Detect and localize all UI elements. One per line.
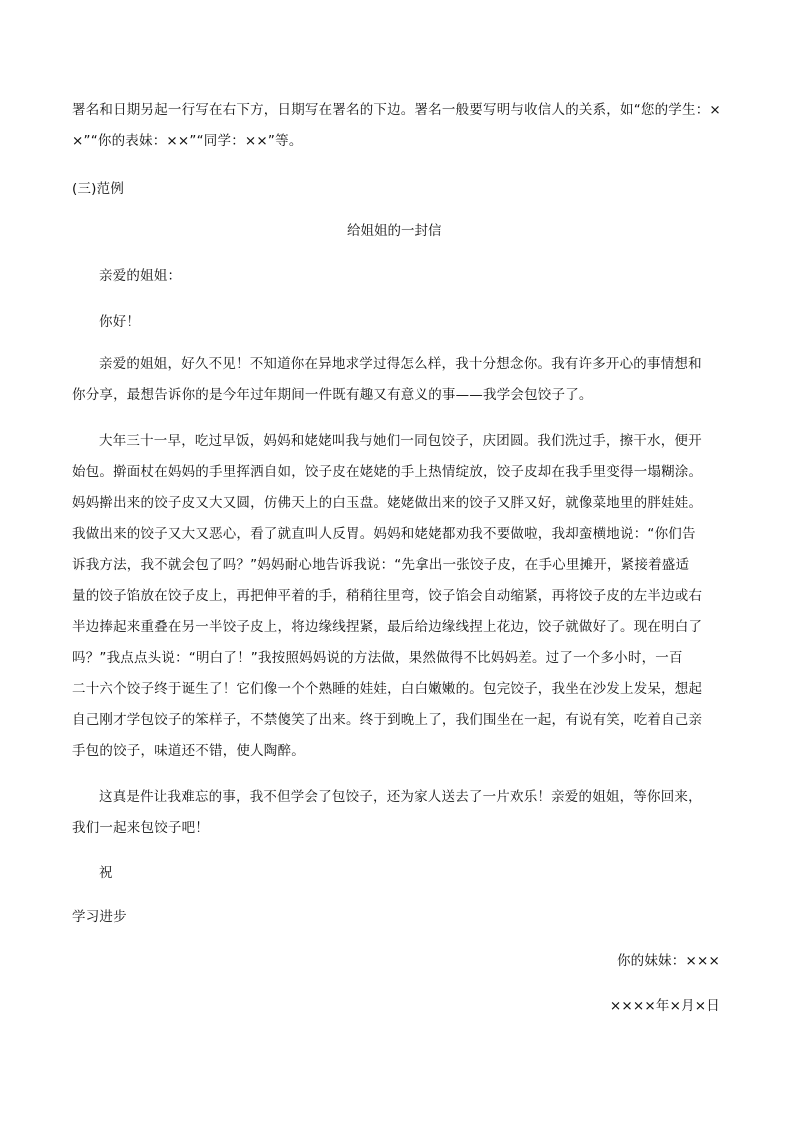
letter-closing-blessing: 学习进步	[72, 909, 127, 925]
para2-line: 手包的饺子，味道还不错，使人陶醉。	[72, 743, 305, 759]
letter-signature: 你的妹妹：×××	[616, 953, 720, 969]
para2-line: 我做出来的饺子又大又恶心，看了就直叫人反胃。妈妈和姥姥都劝我不要做啦，我却蛮横地说：“你们告	[72, 526, 696, 542]
letter-salutation: 亲爱的姐姐：	[99, 268, 182, 284]
letter-title: 给姐姐的一封信	[347, 223, 442, 239]
para3-line: 我们一起来包饺子吧！	[72, 820, 209, 836]
para1-line: 亲爱的姐姐，好久不见！不知道你在异地求学过得怎么样，我十分想念你。我有许多开心的事情想和	[99, 356, 702, 372]
para2-line: 妈妈擀出来的饺子皮又大又圆，仿佛天上的白玉盘。姥姥做出来的饺子又胖又好，就像菜地里的胖娃娃。	[72, 495, 703, 511]
para2-line: 诉我方法，我不就会包了吗？”妈妈耐心地告诉我说：“先拿出一张饺子皮，在手心里摊开，紧接着盛适	[72, 557, 690, 573]
intro-line-1: 署名和日期另起一行写在右下方，日期写在署名的下边。署名一般要写明与收信人的关系，如“您的学生：×	[72, 102, 721, 118]
para3-line: 这真是件让我难忘的事，我不但学会了包饺子，还为家人送去了一片欢乐！亲爱的姐姐，等你回来，	[99, 789, 702, 805]
section-heading: (三)范例	[72, 181, 125, 197]
letter-date: ××××年×月×日	[609, 998, 720, 1014]
intro-line-2: ×”“你的表妹：××”“同学：××”等。	[72, 133, 303, 149]
para1-line: 你分享，最想告诉你的是今年过年期间一件既有趣又有意义的事——我学会包饺子了。	[72, 387, 593, 403]
para2-line: 自己刚才学包饺子的笨样子，不禁傻笑了出来。终于到晚上了，我们围坐在一起，有说有笑，吃着自己亲	[72, 712, 703, 728]
para2-line: 大年三十一早，吃过早饭，妈妈和姥姥叫我与她们一同包饺子，庆团圆。我们洗过手，擦干水，便开	[99, 433, 702, 449]
para2-line: 二十六个饺子终于诞生了！它们像一个个熟睡的娃娃，白白嫩嫩的。包完饺子，我坐在沙发上发呆，想起	[72, 681, 703, 697]
para2-line: 半边捧起来重叠在另一半饺子皮上，将边缘线捏紧，最后给边缘线捏上花边，饺子就做好了。现在明白了	[72, 619, 703, 635]
para2-line: 量的饺子馅放在饺子皮上，再把伸平着的手，稍稍往里弯，饺子馅会自动缩紧，再将饺子皮的左半边或右	[72, 588, 703, 604]
letter-greeting: 你好！	[99, 314, 141, 330]
para2-line: 始包。擀面杖在妈妈的手里挥洒自如，饺子皮在姥姥的手上热情绽放，饺子皮却在我手里变得一塌糊涂。	[72, 464, 703, 480]
letter-closing-wish: 祝	[99, 865, 113, 881]
para2-line: 吗？”我点点头说：“明白了！”我按照妈妈说的方法做，果然做得不比妈妈差。过了一个多小时，一百	[72, 650, 683, 666]
